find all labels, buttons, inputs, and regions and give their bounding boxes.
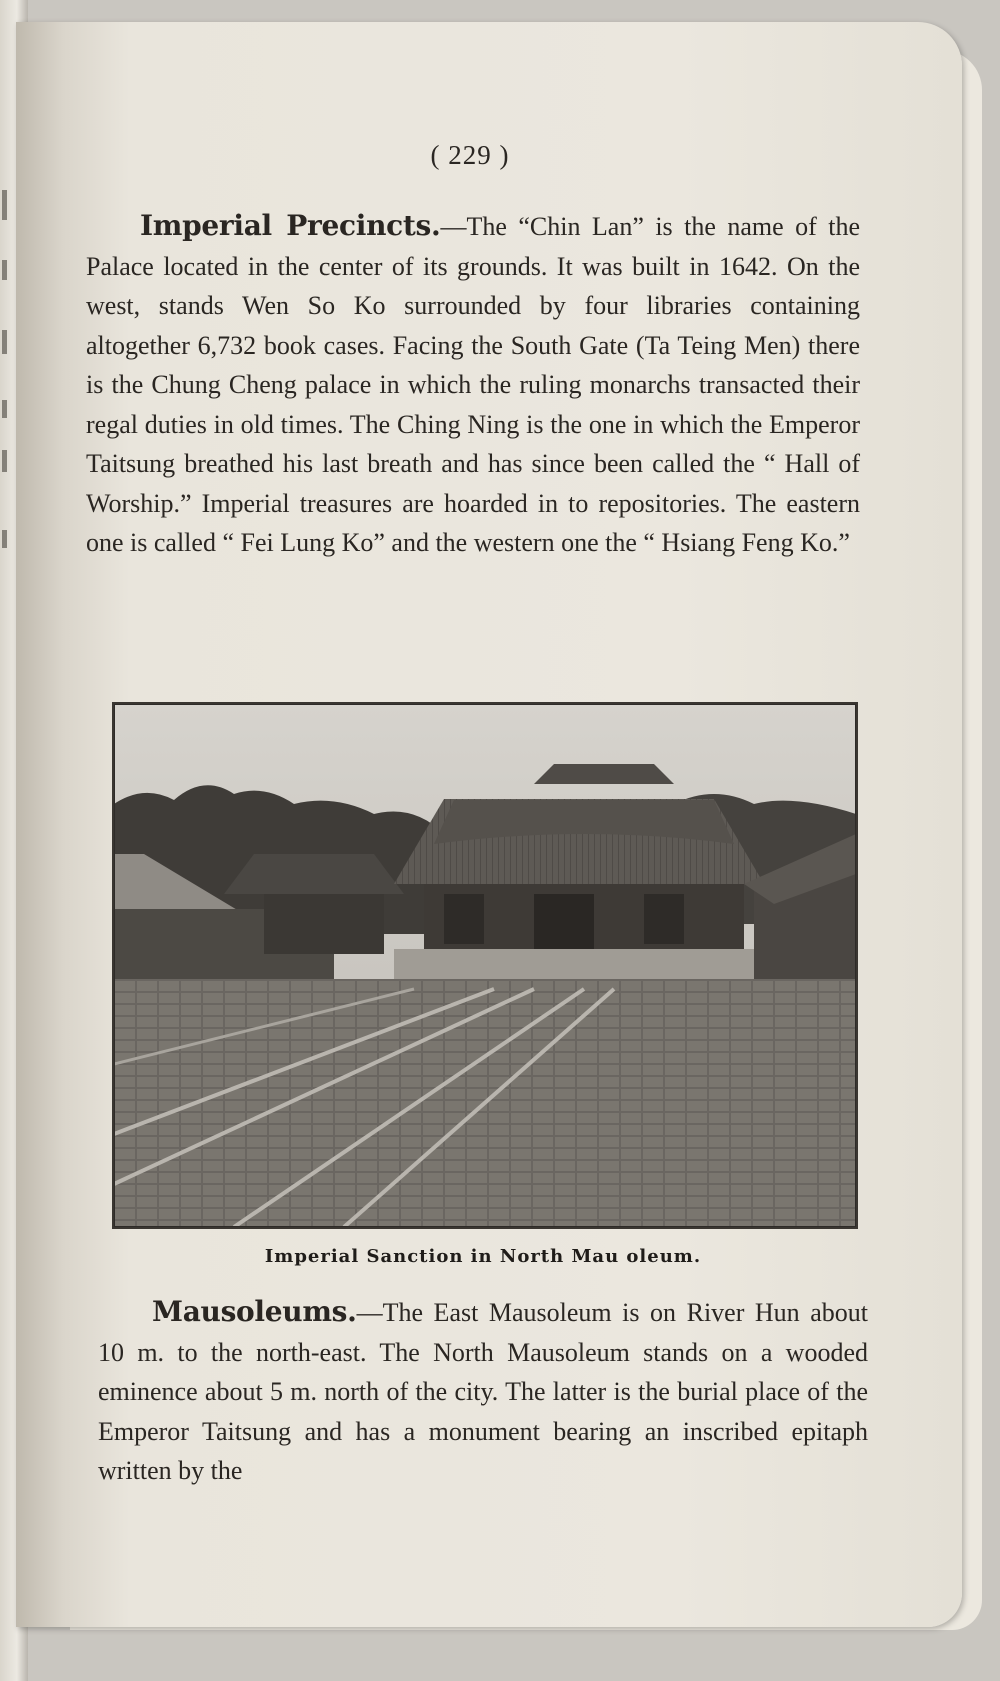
section-body: —The “Chin Lan” is the name of the Palace located in the center of its grounds. It was built in 1642. On the west, stands Wen So Ko surrounded by four libraries containing altogether 6,732 book cases. Facing the South Gate (Ta Teing Men) there is the Chung Cheng palace in which the ruling monarchs transacted their regal duties in old times. The Ching Ning is the one in which the Emperor Taitsung breathed his last breath and has since been called the “ Hall of Worship.” Imperial treasures are hoarded in to repositories. The eastern one is called “ Fei Lung Ko” and the western one the “ Hsiang Feng Ko.”	[86, 212, 860, 557]
ink-mark	[2, 330, 7, 354]
section-imperial-precincts	[86, 206, 860, 563]
paragraph	[86, 206, 860, 563]
figure-caption: Imperial Sanction in North Mau oleum.	[264, 1246, 702, 1267]
page-number: ( 229 )	[430, 140, 510, 170]
ink-mark	[2, 190, 7, 220]
section-mausoleums	[98, 1292, 868, 1491]
section-body: —The East Mausoleum is on River Hun about 10 m. to the north-east. The North Mausoleum stands on a wooded eminence about 5 m. north of the city. The latter is the burial place of the Emperor Taitsung and has a monument bearing an inscribed epitaph written by the	[98, 1298, 868, 1485]
paragraph	[98, 1292, 868, 1491]
ink-mark	[2, 530, 7, 548]
section-heading: Imperial Precincts.	[140, 209, 441, 242]
palace-photograph	[112, 702, 858, 1229]
section-heading: Mausoleums.	[152, 1295, 357, 1328]
ink-mark	[2, 450, 7, 472]
ink-mark	[2, 260, 7, 280]
ink-mark	[2, 400, 7, 418]
